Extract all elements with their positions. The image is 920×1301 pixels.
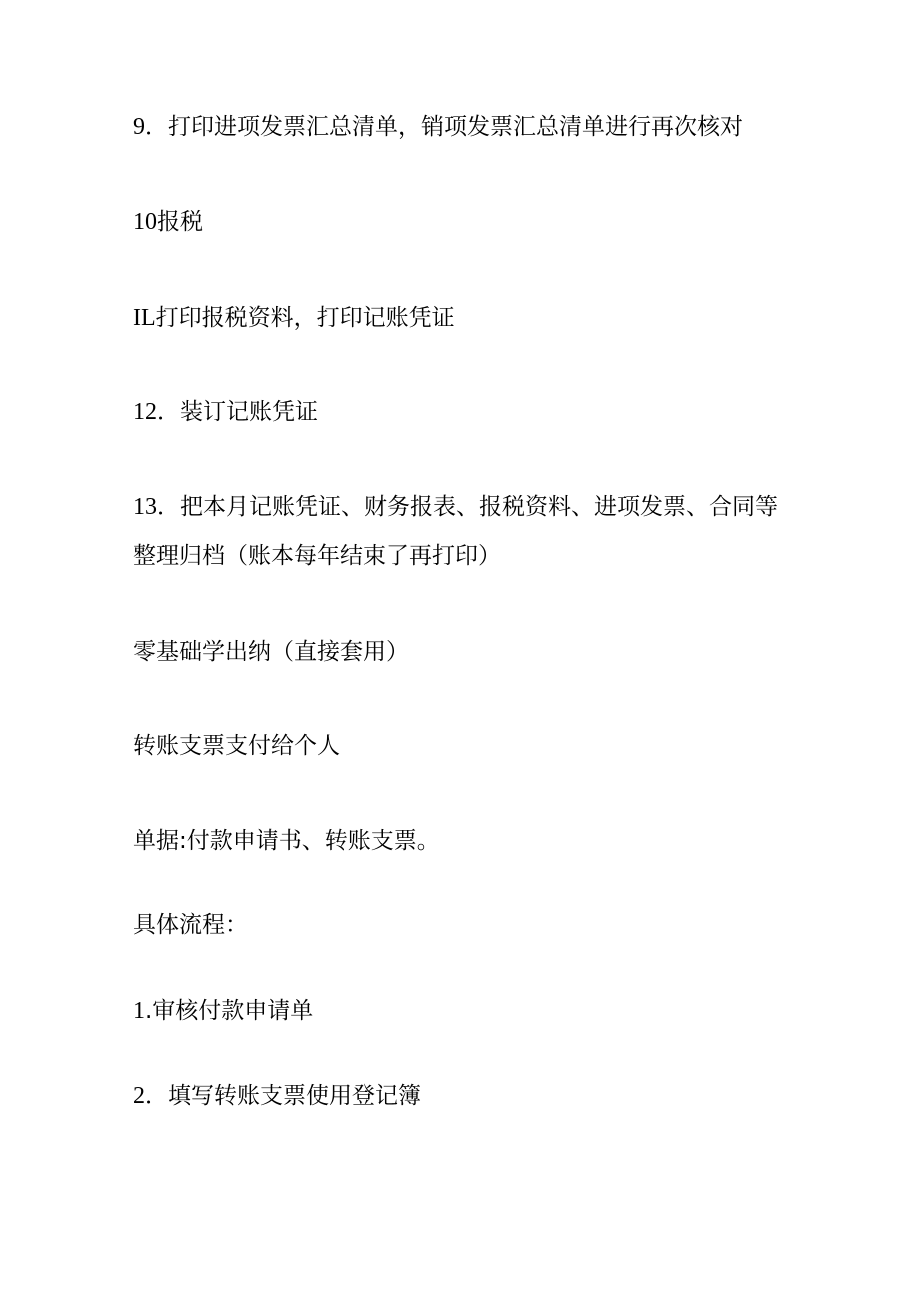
paragraph-text: ．装订记账凭证 xyxy=(157,399,318,425)
paragraph-text: .审核付款申请单 xyxy=(145,998,314,1024)
paragraph-step-11 xyxy=(133,295,810,341)
paragraph-step-13-continued xyxy=(133,533,810,579)
step-number: IL xyxy=(133,305,156,331)
paragraph-documents xyxy=(133,818,810,864)
step-number: 2 xyxy=(133,1083,145,1109)
paragraph-text: 转账支票支付给个人 xyxy=(133,733,340,759)
step-number: 9 xyxy=(133,114,145,140)
paragraph-step-13 xyxy=(133,484,810,530)
paragraph-text: ．把本月记账凭证、财务报表、报税资料、进项发票、合同等 xyxy=(157,494,778,520)
paragraph-step-12 xyxy=(133,389,810,435)
paragraph-step-9 xyxy=(133,104,810,150)
paragraph-process-heading xyxy=(133,902,810,948)
paragraph-text: 打印报税资料，打印记账凭证 xyxy=(155,305,455,331)
section-heading-transfer-check xyxy=(133,723,810,769)
paragraph-text: 报税 xyxy=(157,209,203,235)
section-heading-cashier xyxy=(133,629,810,675)
step-number: 1 xyxy=(133,998,145,1024)
paragraph-text: 具体流程： xyxy=(133,912,248,938)
paragraph-text: 单据:付款申请书、转账支票。 xyxy=(133,828,440,854)
paragraph-text: 零基础学出纳（直接套用） xyxy=(133,639,409,665)
step-number: 13 xyxy=(133,494,157,520)
paragraph-text: ．打印进项发票汇总清单，销项发票汇总清单进行再次核对 xyxy=(145,114,743,140)
paragraph-text: 整理归档（账本每年结束了再打印） xyxy=(133,543,501,569)
paragraph-text: ．填写转账支票使用登记簿 xyxy=(145,1083,421,1109)
paragraph-process-step-2 xyxy=(133,1073,810,1119)
paragraph-process-step-1 xyxy=(133,988,810,1034)
paragraph-step-10 xyxy=(133,199,810,245)
step-number: 10 xyxy=(133,209,157,235)
step-number: 12 xyxy=(133,399,157,425)
